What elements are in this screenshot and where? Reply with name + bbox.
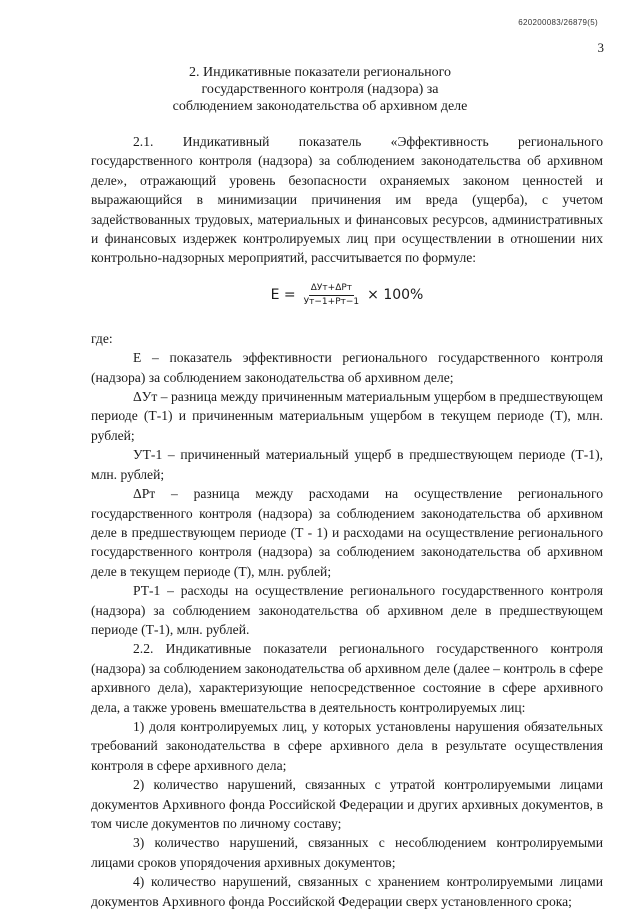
document-id: 620200083/26879(5) [518, 18, 598, 27]
efficiency-formula [91, 283, 603, 308]
definition-rt-1: РТ-1 – расходы на осуществление регионального государственного контроля (надзора) за соблюдением законодательства об архивном деле в предшествующем периоде (Т-1), млн. рублей. [91, 583, 603, 637]
list-item-2: 2) количество нарушений, связанных с утратой контролируемыми лицами документов Архивного фонда Российской Федерации и других архивных документов, в том числе документов по личному составу; [91, 777, 603, 831]
where-label: где: [91, 330, 113, 346]
list-item-4: 4) количество нарушений, связанных с хранением контролируемыми лицами документов Архивного фонда Российской Федерации сверх установленного срока; [91, 874, 603, 909]
section-heading [120, 64, 520, 115]
definition-delta-rt: ΔРт – разница между расходами на осуществление регионального государственного контроля (надзора) за соблюдением законодательства об архивном деле в предшествующем периоде (Т - 1) и расходами на осуществление регионального государственного контроля (надзора) за соблюдением законодательства об архивном деле в текущем периоде (Т), млн. рублей; [91, 486, 603, 579]
formula-numerator: ΔУт+ΔРт [309, 283, 354, 296]
heading-line: 2. Индикативные показатели регионального [188, 65, 451, 80]
heading-line: соблюдением законодательства об архивном деле [172, 99, 468, 114]
page-number: 3 [597, 40, 604, 55]
formula-denominator: Ут−1+Рт−1 [303, 296, 360, 307]
list-item-3: 3) количество нарушений, связанных с несоблюдением контролируемыми лицами сроков упорядочения архивных документов; [91, 835, 603, 870]
formula-lhs: E = [270, 286, 296, 303]
document-body [91, 132, 603, 911]
list-item-1: 1) доля контролируемых лиц, у которых установлены нарушения обязательных требований законодательства в сфере архивного дела в результате осуществления контроля в сфере архивного дела; [91, 718, 603, 773]
definition-ut-1: УТ-1 – причиненный материальный ущерб в предшествующем периоде (Т-1), млн. рублей; [91, 447, 603, 482]
paragraph-2-1: 2.1. Индикативный показатель «Эффективность регионального государственного контроля (надзора) за соблюдением законодательства об архивном деле», отражающий уровень безопасности охраняемых законом ценностей и выражающийся в минимизации причинения им вреда (ущерба), с учетом задействованных трудовых, материальных и финансовых ресурсов, административных и финансовых издержек контролируемых лиц при осуществлении в отношении них контрольно-надзорных мероприятий, рассчитывается по формуле: [91, 134, 603, 266]
formula-rhs: × 100% [367, 286, 424, 303]
paragraph-2-2: 2.2. Индикативные показатели регионального государственного контроля (надзора) за соблюдением законодательства об архивном деле (далее – контроль в сфере архивного дела), характеризующие непосредственное состояние в сфере архивного дела, а также уровень вмешательства в деятельность контролируемых лиц: [91, 641, 603, 715]
formula-fraction [302, 283, 361, 308]
definition-e: Е – показатель эффективности регионального государственного контроля (надзора) за соблюдением законодательства об архивном деле; [91, 350, 603, 385]
heading-line: государственного контроля (надзора) за [201, 82, 439, 97]
definition-delta-ut: ΔУт – разница между причиненным материальным ущербом в предшествующем периоде (Т-1) и причиненным материальным ущербом в текущем периоде (Т), млн. рублей; [91, 389, 603, 443]
